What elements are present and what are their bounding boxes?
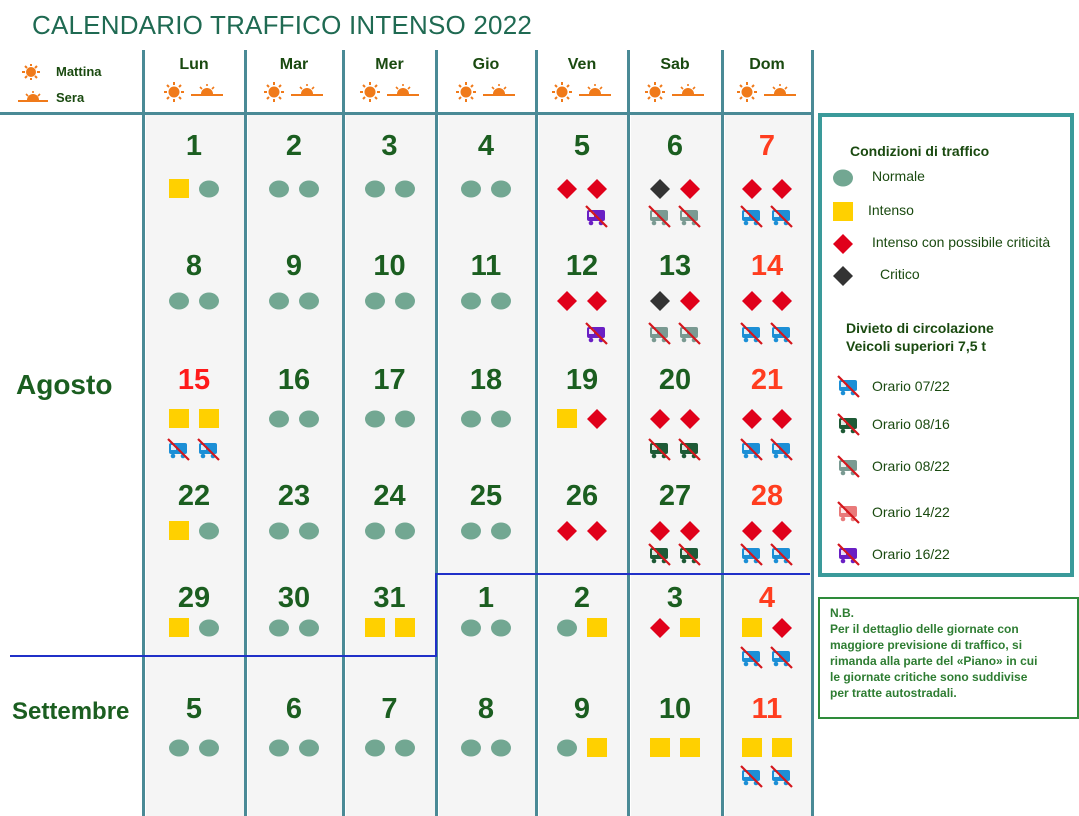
note-line: N.B. <box>830 606 854 620</box>
legend-label: Critico <box>880 266 920 282</box>
intense-icon <box>168 617 190 639</box>
month-label-september: Settembre <box>12 698 130 725</box>
critical-possible-icon <box>586 178 608 200</box>
normal-icon <box>394 737 416 759</box>
ban-grey-icon <box>647 205 673 231</box>
ban-grey-icon <box>677 205 703 231</box>
critical-possible-icon <box>741 408 763 430</box>
critical-possible-icon <box>556 178 578 200</box>
ban-grey-icon <box>677 322 703 348</box>
ban-purple-icon <box>836 543 862 569</box>
day-number: 13 <box>658 250 692 282</box>
day-number: 11 <box>470 250 502 282</box>
day-number: 18 <box>469 364 503 396</box>
day-number: 1 <box>185 130 203 162</box>
note-text <box>830 605 1037 701</box>
day-cell-bg <box>346 662 436 816</box>
note-line: Per il dettaglio delle giornate con <box>830 622 1019 636</box>
day-number: 3 <box>381 130 398 162</box>
critical-possible-icon <box>586 408 608 430</box>
normal-icon <box>556 737 578 759</box>
day-number: 8 <box>477 693 495 725</box>
day-number: 7 <box>758 130 776 162</box>
day-header-mer <box>343 56 436 106</box>
normal-icon <box>268 520 290 542</box>
critical-icon <box>649 178 671 200</box>
day-number: 20 <box>658 364 692 396</box>
month-boundary-line <box>10 655 437 657</box>
normal-icon <box>198 737 220 759</box>
normal-icon <box>298 737 320 759</box>
critical-possible-icon <box>771 520 793 542</box>
day-cell-bg <box>439 662 536 816</box>
normal-icon <box>460 290 482 312</box>
day-number: 25 <box>469 480 503 512</box>
critical-possible-icon <box>679 178 701 200</box>
day-number: 10 <box>373 250 406 282</box>
day-number: 2 <box>285 130 303 162</box>
normal-icon <box>268 617 290 639</box>
day-header-mar <box>245 56 343 106</box>
ban-title-line2: Veicoli superiori 7,5 t <box>846 338 987 354</box>
intense-icon <box>649 737 671 759</box>
critical-possible-icon <box>741 178 763 200</box>
ban-blue-icon <box>769 646 795 672</box>
critical-possible-icon <box>586 290 608 312</box>
normal-icon <box>298 520 320 542</box>
critical-possible-icon <box>586 520 608 542</box>
day-number: 28 <box>750 480 784 512</box>
normal-icon <box>198 178 220 200</box>
critical-possible-icon <box>649 520 671 542</box>
legend-label: Normale <box>872 168 925 184</box>
normal-icon <box>394 178 416 200</box>
intense-icon <box>364 617 386 639</box>
day-number: 21 <box>750 364 784 396</box>
day-number: 1 <box>477 582 495 614</box>
day-number: 6 <box>666 130 684 162</box>
ban-dark-icon <box>677 438 703 464</box>
note-line: per tratte autostradali. <box>830 686 957 700</box>
day-number: 6 <box>285 693 303 725</box>
normal-icon <box>298 178 320 200</box>
critical-possible-icon <box>649 408 671 430</box>
day-number: 5 <box>573 130 591 162</box>
day-number: 3 <box>666 582 684 614</box>
ban-title-line1: Divieto di circolazione <box>846 320 994 336</box>
normal-icon <box>490 520 512 542</box>
day-number: 26 <box>565 480 599 512</box>
critical-icon <box>832 265 856 287</box>
intense-icon <box>198 408 220 430</box>
intense-icon <box>168 178 190 200</box>
normal-icon <box>556 617 578 639</box>
critical-possible-icon <box>679 520 701 542</box>
ban-purple-icon <box>584 205 610 231</box>
normal-icon <box>832 167 856 189</box>
ban-blue-icon <box>739 646 765 672</box>
ban-blue-icon <box>769 205 795 231</box>
normal-icon <box>268 737 290 759</box>
day-name: Ven <box>567 56 597 73</box>
normal-icon <box>198 290 220 312</box>
day-header-dom <box>722 56 812 106</box>
normal-icon <box>298 290 320 312</box>
intense-icon <box>679 617 701 639</box>
normal-icon <box>298 408 320 430</box>
ban-blue-icon <box>739 205 765 231</box>
sun-icons <box>359 81 421 105</box>
normal-icon <box>490 178 512 200</box>
ban-blue-icon <box>166 438 192 464</box>
day-number: 29 <box>177 582 211 614</box>
sun-icons <box>736 81 798 105</box>
intense-icon <box>168 408 190 430</box>
critical-possible-icon <box>679 290 701 312</box>
month-boundary-line <box>435 573 810 575</box>
note-line: maggiore previsione di traffico, si <box>830 638 1023 652</box>
ban-blue-icon <box>739 765 765 791</box>
sun-icons <box>644 81 706 105</box>
intense-icon <box>832 201 856 223</box>
ban-grey-icon <box>647 322 673 348</box>
ban-blue-icon <box>196 438 222 464</box>
day-number: 9 <box>285 250 303 282</box>
day-number: 11 <box>751 693 783 725</box>
day-number: 9 <box>573 693 591 725</box>
sun-icons <box>455 81 517 105</box>
normal-icon <box>490 408 512 430</box>
ban-purple-icon <box>584 322 610 348</box>
normal-icon <box>364 408 386 430</box>
day-name: Gio <box>472 56 500 73</box>
ban-grey-icon <box>836 455 862 481</box>
critical-possible-icon <box>771 290 793 312</box>
ban-pink-icon <box>836 501 862 527</box>
month-boundary-line <box>435 573 437 657</box>
ban-blue-icon <box>769 322 795 348</box>
critical-possible-icon <box>649 617 671 639</box>
day-number: 4 <box>758 582 776 614</box>
ban-dark-icon <box>647 438 673 464</box>
normal-icon <box>490 617 512 639</box>
day-number: 27 <box>658 480 692 512</box>
ban-blue-icon <box>769 765 795 791</box>
normal-icon <box>168 737 190 759</box>
evening-legend: Sera <box>18 90 118 106</box>
sun-evening-icon <box>18 90 50 106</box>
day-name: Mar <box>279 56 309 73</box>
normal-icon <box>168 290 190 312</box>
normal-icon <box>394 290 416 312</box>
day-number: 5 <box>185 693 203 725</box>
intense-icon <box>394 617 416 639</box>
sun-icons <box>163 81 225 105</box>
legend-ban-label: Orario 08/16 <box>872 416 950 432</box>
day-name: Sab <box>660 56 690 73</box>
ban-blue-icon <box>836 375 862 401</box>
ban-blue-icon <box>739 543 765 569</box>
intense-icon <box>586 737 608 759</box>
normal-icon <box>364 520 386 542</box>
column-divider <box>244 50 247 816</box>
legend-label: Intenso con possibile criticità <box>872 234 1051 250</box>
legend-ban-label: Orario 07/22 <box>872 378 950 394</box>
legend-ban-label: Orario 14/22 <box>872 504 950 520</box>
day-number: 17 <box>373 364 406 396</box>
header-divider <box>0 112 812 115</box>
day-number: 8 <box>185 250 203 282</box>
legend-ban-label: Orario 08/22 <box>872 458 950 474</box>
normal-icon <box>460 408 482 430</box>
critical-possible-icon <box>556 290 578 312</box>
day-number: 2 <box>573 582 591 614</box>
column-divider <box>142 50 145 816</box>
day-name: Mer <box>375 56 404 73</box>
normal-icon <box>268 290 290 312</box>
normal-icon <box>460 737 482 759</box>
intense-icon <box>168 520 190 542</box>
normal-icon <box>490 290 512 312</box>
note-line: le giornate critiche sono suddivise <box>830 670 1028 684</box>
legend-ban-label: Orario 16/22 <box>872 546 950 562</box>
critical-possible-icon <box>771 178 793 200</box>
day-number: 15 <box>177 364 211 396</box>
day-number: 12 <box>565 250 599 282</box>
day-number: 31 <box>373 582 406 614</box>
sun-morning-icon <box>18 64 48 80</box>
intense-icon <box>741 617 763 639</box>
normal-icon <box>394 408 416 430</box>
ban-dark-icon <box>677 543 703 569</box>
intense-icon <box>771 737 793 759</box>
day-number: 24 <box>373 480 406 512</box>
day-cell-bg <box>248 662 343 816</box>
day-number: 16 <box>277 364 311 396</box>
day-number: 4 <box>477 130 495 162</box>
sun-icons <box>551 81 613 105</box>
normal-icon <box>460 178 482 200</box>
day-number: 23 <box>277 480 311 512</box>
legend-title: Condizioni di traffico <box>850 143 990 159</box>
normal-icon <box>460 520 482 542</box>
normal-icon <box>268 408 290 430</box>
normal-icon <box>364 178 386 200</box>
day-header-gio <box>436 56 536 106</box>
ban-dark-icon <box>647 543 673 569</box>
critical-possible-icon <box>771 617 793 639</box>
day-number: 30 <box>277 582 311 614</box>
day-number: 7 <box>381 693 398 725</box>
critical-icon <box>649 290 671 312</box>
morning-legend: Mattina <box>18 64 118 80</box>
day-number: 22 <box>177 480 211 512</box>
intense-icon <box>586 617 608 639</box>
normal-icon <box>364 290 386 312</box>
normal-icon <box>364 737 386 759</box>
day-name: Lun <box>179 56 209 73</box>
normal-icon <box>198 520 220 542</box>
normal-icon <box>394 520 416 542</box>
traffic-legend <box>818 113 1074 577</box>
ban-dark-icon <box>836 413 862 439</box>
critical-possible-icon <box>771 408 793 430</box>
ban-blue-icon <box>739 438 765 464</box>
day-number: 19 <box>565 364 599 396</box>
critical-possible-icon <box>556 520 578 542</box>
month-label-august: Agosto <box>16 369 113 400</box>
normal-icon <box>460 617 482 639</box>
sun-icons <box>263 81 325 105</box>
day-name: Dom <box>749 56 785 73</box>
day-header-ven <box>536 56 628 106</box>
day-cell-bg <box>146 662 245 816</box>
note-line: rimanda alla parte del «Piano» in cui <box>830 654 1038 668</box>
critical-possible-icon <box>741 290 763 312</box>
column-divider <box>435 50 438 816</box>
normal-icon <box>268 178 290 200</box>
normal-icon <box>298 617 320 639</box>
legend-label: Intenso <box>868 202 914 218</box>
critical-possible-icon <box>679 408 701 430</box>
note-box <box>818 597 1079 719</box>
intense-icon <box>556 408 578 430</box>
page-title: CALENDARIO TRAFFICO INTENSO 2022 <box>32 10 533 40</box>
day-header-sab <box>628 56 722 106</box>
normal-icon <box>198 617 220 639</box>
day-number: 14 <box>750 250 784 282</box>
day-cell-bg <box>631 662 722 816</box>
intense-icon <box>679 737 701 759</box>
intense-icon <box>741 737 763 759</box>
day-number: 10 <box>658 693 692 725</box>
critical-possible-icon <box>741 520 763 542</box>
ban-blue-icon <box>739 322 765 348</box>
day-cell-bg <box>725 662 812 816</box>
ban-blue-icon <box>769 438 795 464</box>
day-header-lun <box>143 56 245 106</box>
critical-possible-icon <box>832 233 856 255</box>
normal-icon <box>490 737 512 759</box>
day-cell-bg <box>539 662 628 816</box>
ban-blue-icon <box>769 543 795 569</box>
